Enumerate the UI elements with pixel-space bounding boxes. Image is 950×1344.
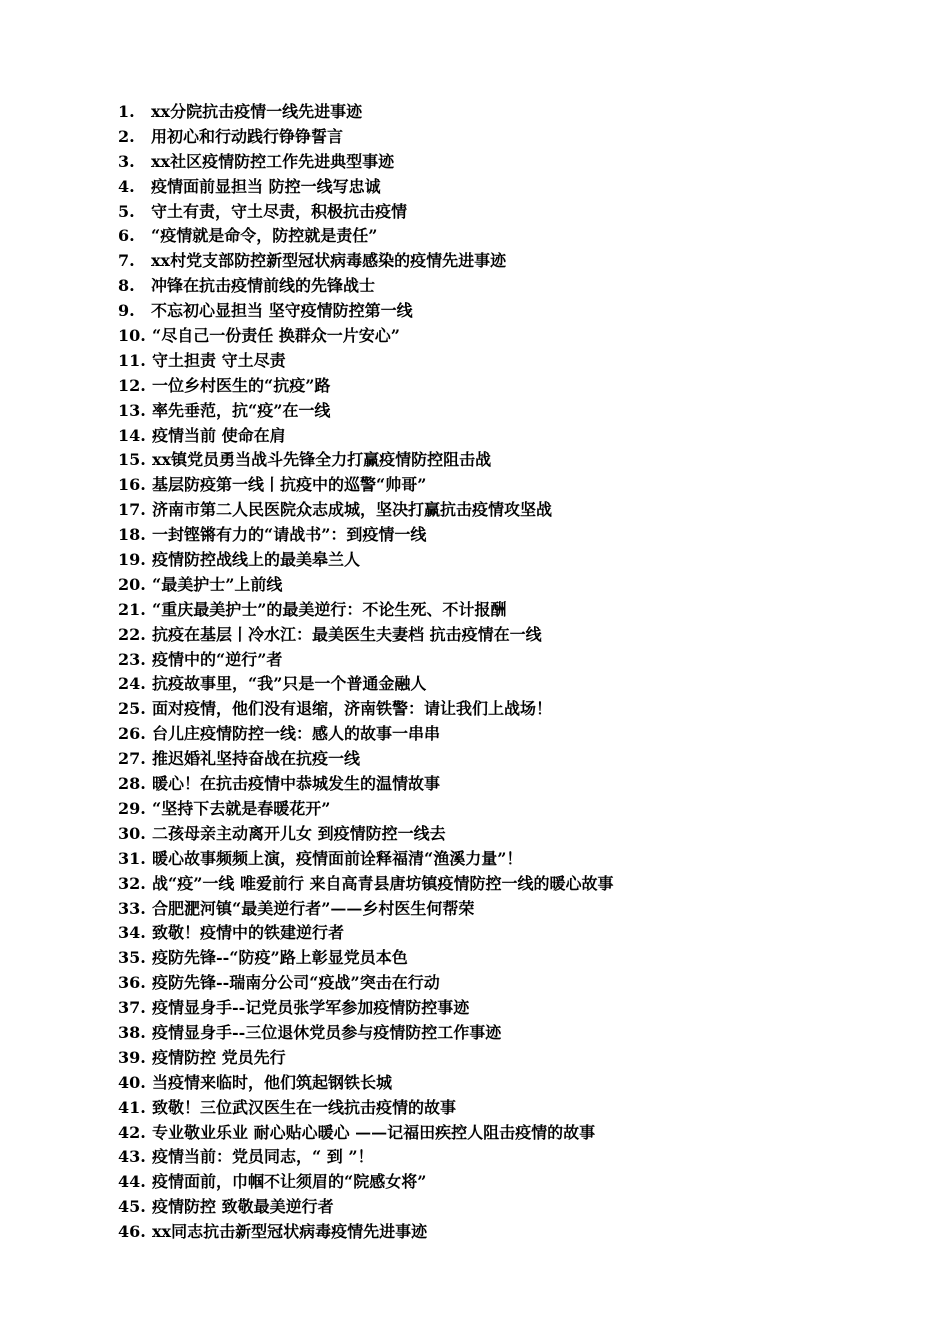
list-item-title: 基层防疫第一线丨抗疫中的巡警“帅哥”	[152, 475, 427, 495]
list-item-number: 46.	[118, 1222, 146, 1242]
list-item	[118, 324, 918, 349]
list-item-title: 一封铿锵有力的“请战书”：到疫情一线	[152, 525, 427, 545]
list-item	[118, 996, 918, 1021]
list-item-number: 39.	[118, 1047, 146, 1067]
list-item-title: 专业敬业乐业 耐心贴心暖心 ——记福田疾控人阻击疫情的故事	[152, 1122, 596, 1142]
list-item-title: “最美护士”上前线	[152, 574, 283, 594]
list-item-title: xx镇党员勇当战斗先锋全力打赢疫情防控阻击战	[152, 450, 492, 470]
list-item-title: 致敬！疫情中的铁建逆行者	[152, 923, 345, 943]
list-item	[118, 1021, 918, 1046]
list-item-number: 25.	[118, 699, 146, 719]
list-item	[118, 872, 918, 897]
list-item-number: 19.	[118, 550, 146, 570]
list-item-title: 疫情当前：党员同志，“ 到 ”！	[152, 1147, 374, 1167]
list-item-title: 疫情防控 党员先行	[152, 1047, 286, 1067]
list-item	[118, 249, 918, 274]
list-item	[118, 623, 918, 648]
list-item-number: 32.	[118, 873, 146, 893]
list-item-title: 当疫情来临时，他们筑起钢铁长城	[152, 1072, 393, 1092]
list-item-number: 11.	[118, 350, 146, 370]
list-item-number: 42.	[118, 1122, 146, 1142]
list-item-title: 用初心和行动践行铮铮誓言	[151, 126, 344, 146]
list-item	[118, 473, 918, 498]
list-item	[118, 1145, 918, 1170]
list-item	[118, 822, 918, 847]
list-item	[118, 274, 918, 299]
list-item	[118, 1096, 918, 1121]
list-item	[118, 125, 918, 150]
list-item	[118, 1071, 918, 1096]
list-item	[118, 1170, 918, 1195]
list-item-title: 疫情显身手--三位退休党员参与疫情防控工作事迹	[152, 1022, 502, 1042]
list-item	[118, 648, 918, 673]
list-item-title: 抗疫在基层丨冷水江：最美医生夫妻档 抗击疫情在一线	[152, 624, 542, 644]
list-item	[118, 946, 918, 971]
table-of-contents	[118, 100, 918, 1245]
list-item-title: 推迟婚礼坚持奋战在抗疫一线	[152, 749, 361, 769]
list-item-title: 合肥淝河镇“最美逆行者”——乡村医生何帮荣	[152, 898, 475, 918]
list-item-number: 31.	[118, 848, 146, 868]
list-item-number: 12.	[118, 375, 146, 395]
list-item-title: 暖心故事频频上演，疫情面前诠释福清“渔溪力量”！	[152, 848, 523, 868]
list-item-title: xx社区疫情防控工作先进典型事迹	[151, 151, 395, 171]
list-item	[118, 1220, 918, 1245]
list-item	[118, 797, 918, 822]
list-item	[118, 424, 918, 449]
list-item-title: 抗疫故事里，“我”只是一个普通金融人	[152, 674, 427, 694]
list-item	[118, 399, 918, 424]
list-item-number: 29.	[118, 798, 146, 818]
list-item-number: 8.	[118, 276, 135, 296]
list-item-title: 疫情防控战线上的最美皋兰人	[152, 550, 361, 570]
list-item-number: 23.	[118, 649, 146, 669]
list-item	[118, 200, 918, 225]
list-item-title: 疫情面前，巾帼不让须眉的“院感女将”	[152, 1172, 427, 1192]
list-item-number: 6.	[118, 226, 135, 246]
list-item-title: 冲锋在抗击疫情前线的先锋战士	[151, 276, 376, 296]
list-item	[118, 971, 918, 996]
list-item	[118, 299, 918, 324]
list-item-number: 21.	[118, 599, 146, 619]
list-item	[118, 448, 918, 473]
list-item-title: xx同志抗击新型冠状病毒疫情先进事迹	[152, 1222, 428, 1242]
list-item-title: 一位乡村医生的“抗疫”路	[152, 375, 331, 395]
list-item-number: 9.	[118, 301, 135, 321]
list-item-number: 45.	[118, 1197, 146, 1217]
list-item-title: 致敬！三位武汉医生在一线抗击疫情的故事	[152, 1097, 457, 1117]
list-item-number: 36.	[118, 973, 146, 993]
list-item-number: 33.	[118, 898, 146, 918]
list-item	[118, 349, 918, 374]
list-item-title: 疫情防控 致敬最美逆行者	[152, 1197, 334, 1217]
list-item-number: 13.	[118, 400, 146, 420]
list-item-number: 44.	[118, 1172, 146, 1192]
list-item-number: 4.	[118, 176, 135, 196]
list-item-number: 37.	[118, 998, 146, 1018]
list-item-title: “坚持下去就是春暖花开”	[152, 798, 331, 818]
list-item-title: 疫情显身手--记党员张学军参加疫情防控事迹	[152, 998, 470, 1018]
list-item-number: 24.	[118, 674, 146, 694]
list-item	[118, 224, 918, 249]
list-item	[118, 897, 918, 922]
list-item-number: 14.	[118, 425, 146, 445]
list-item	[118, 1195, 918, 1220]
list-item-number: 5.	[118, 201, 135, 221]
list-item-number: 40.	[118, 1072, 146, 1092]
list-item-title: xx村党支部防控新型冠状病毒感染的疫情先进事迹	[151, 251, 507, 271]
list-item-title: “疫情就是命令，防控就是责任”	[151, 226, 378, 246]
list-item	[118, 598, 918, 623]
list-item-number: 28.	[118, 774, 146, 794]
list-item	[118, 523, 918, 548]
list-item-number: 34.	[118, 923, 146, 943]
list-item-title: 疫情中的“逆行”者	[152, 649, 283, 669]
list-item-title: 台儿庄疫情防控一线：感人的故事一串串	[152, 724, 441, 744]
list-item	[118, 548, 918, 573]
list-item	[118, 150, 918, 175]
list-item	[118, 921, 918, 946]
list-item-title: 疫情当前 使命在肩	[152, 425, 286, 445]
list-item-title: 疫防先锋--“防疫”路上彰显党员本色	[152, 948, 408, 968]
list-item	[118, 100, 918, 125]
list-item-number: 18.	[118, 525, 146, 545]
list-item	[118, 672, 918, 697]
list-item-title: 守土有责，守土尽责，积极抗击疫情	[151, 201, 408, 221]
list-item-number: 1.	[118, 102, 135, 121]
list-item	[118, 573, 918, 598]
list-item-number: 17.	[118, 500, 146, 520]
list-item-title: 面对疫情，他们没有退缩，济南铁警：请让我们上战场！	[152, 699, 553, 719]
list-item-title: “重庆最美护士”的最美逆行：不论生死、不计报酬	[152, 599, 507, 619]
list-item-title: 守土担责 守土尽责	[152, 350, 286, 370]
list-item	[118, 374, 918, 399]
list-item-title: 二孩母亲主动离开儿女 到疫情防控一线去	[152, 823, 446, 843]
list-item-number: 35.	[118, 948, 146, 968]
list-item-number: 20.	[118, 574, 146, 594]
list-item-title: 不忘初心显担当 坚守疫情防控第一线	[151, 301, 413, 321]
list-item-number: 16.	[118, 475, 146, 495]
list-item-number: 26.	[118, 724, 146, 744]
list-item	[118, 722, 918, 747]
list-item	[118, 1046, 918, 1071]
list-item-number: 15.	[118, 450, 146, 470]
list-item	[118, 175, 918, 200]
list-item	[118, 498, 918, 523]
list-item	[118, 747, 918, 772]
list-item-number: 2.	[118, 126, 135, 146]
list-item-title: 战“疫”一线 唯爱前行 来自高青县唐坊镇疫情防控一线的暖心故事	[152, 873, 614, 893]
list-item-title: 济南市第二人民医院众志成城，坚决打赢抗击疫情攻坚战	[152, 500, 553, 520]
list-item-number: 43.	[118, 1147, 146, 1167]
list-item-number: 3.	[118, 151, 135, 171]
list-item	[118, 847, 918, 872]
list-item-title: 疫防先锋--瑞南分公司“疫战”突击在行动	[152, 973, 440, 993]
list-item	[118, 697, 918, 722]
list-item-title: xx分院抗击疫情一线先进事迹	[151, 102, 363, 121]
list-item-number: 10.	[118, 326, 146, 346]
list-item	[118, 772, 918, 797]
list-item-number: 27.	[118, 749, 146, 769]
list-item-number: 22.	[118, 624, 146, 644]
list-item-title: “尽自己一份责任 换群众一片安心”	[152, 326, 400, 346]
list-item-number: 30.	[118, 823, 146, 843]
list-item-title: 疫情面前显担当 防控一线写忠诚	[151, 176, 381, 196]
list-item-number: 38.	[118, 1022, 146, 1042]
list-item	[118, 1121, 918, 1146]
list-item-number: 41.	[118, 1097, 146, 1117]
list-item-title: 率先垂范，抗“疫”在一线	[152, 400, 331, 420]
list-item-number: 7.	[118, 251, 135, 271]
list-item-title: 暖心！在抗击疫情中恭城发生的温情故事	[152, 774, 441, 794]
